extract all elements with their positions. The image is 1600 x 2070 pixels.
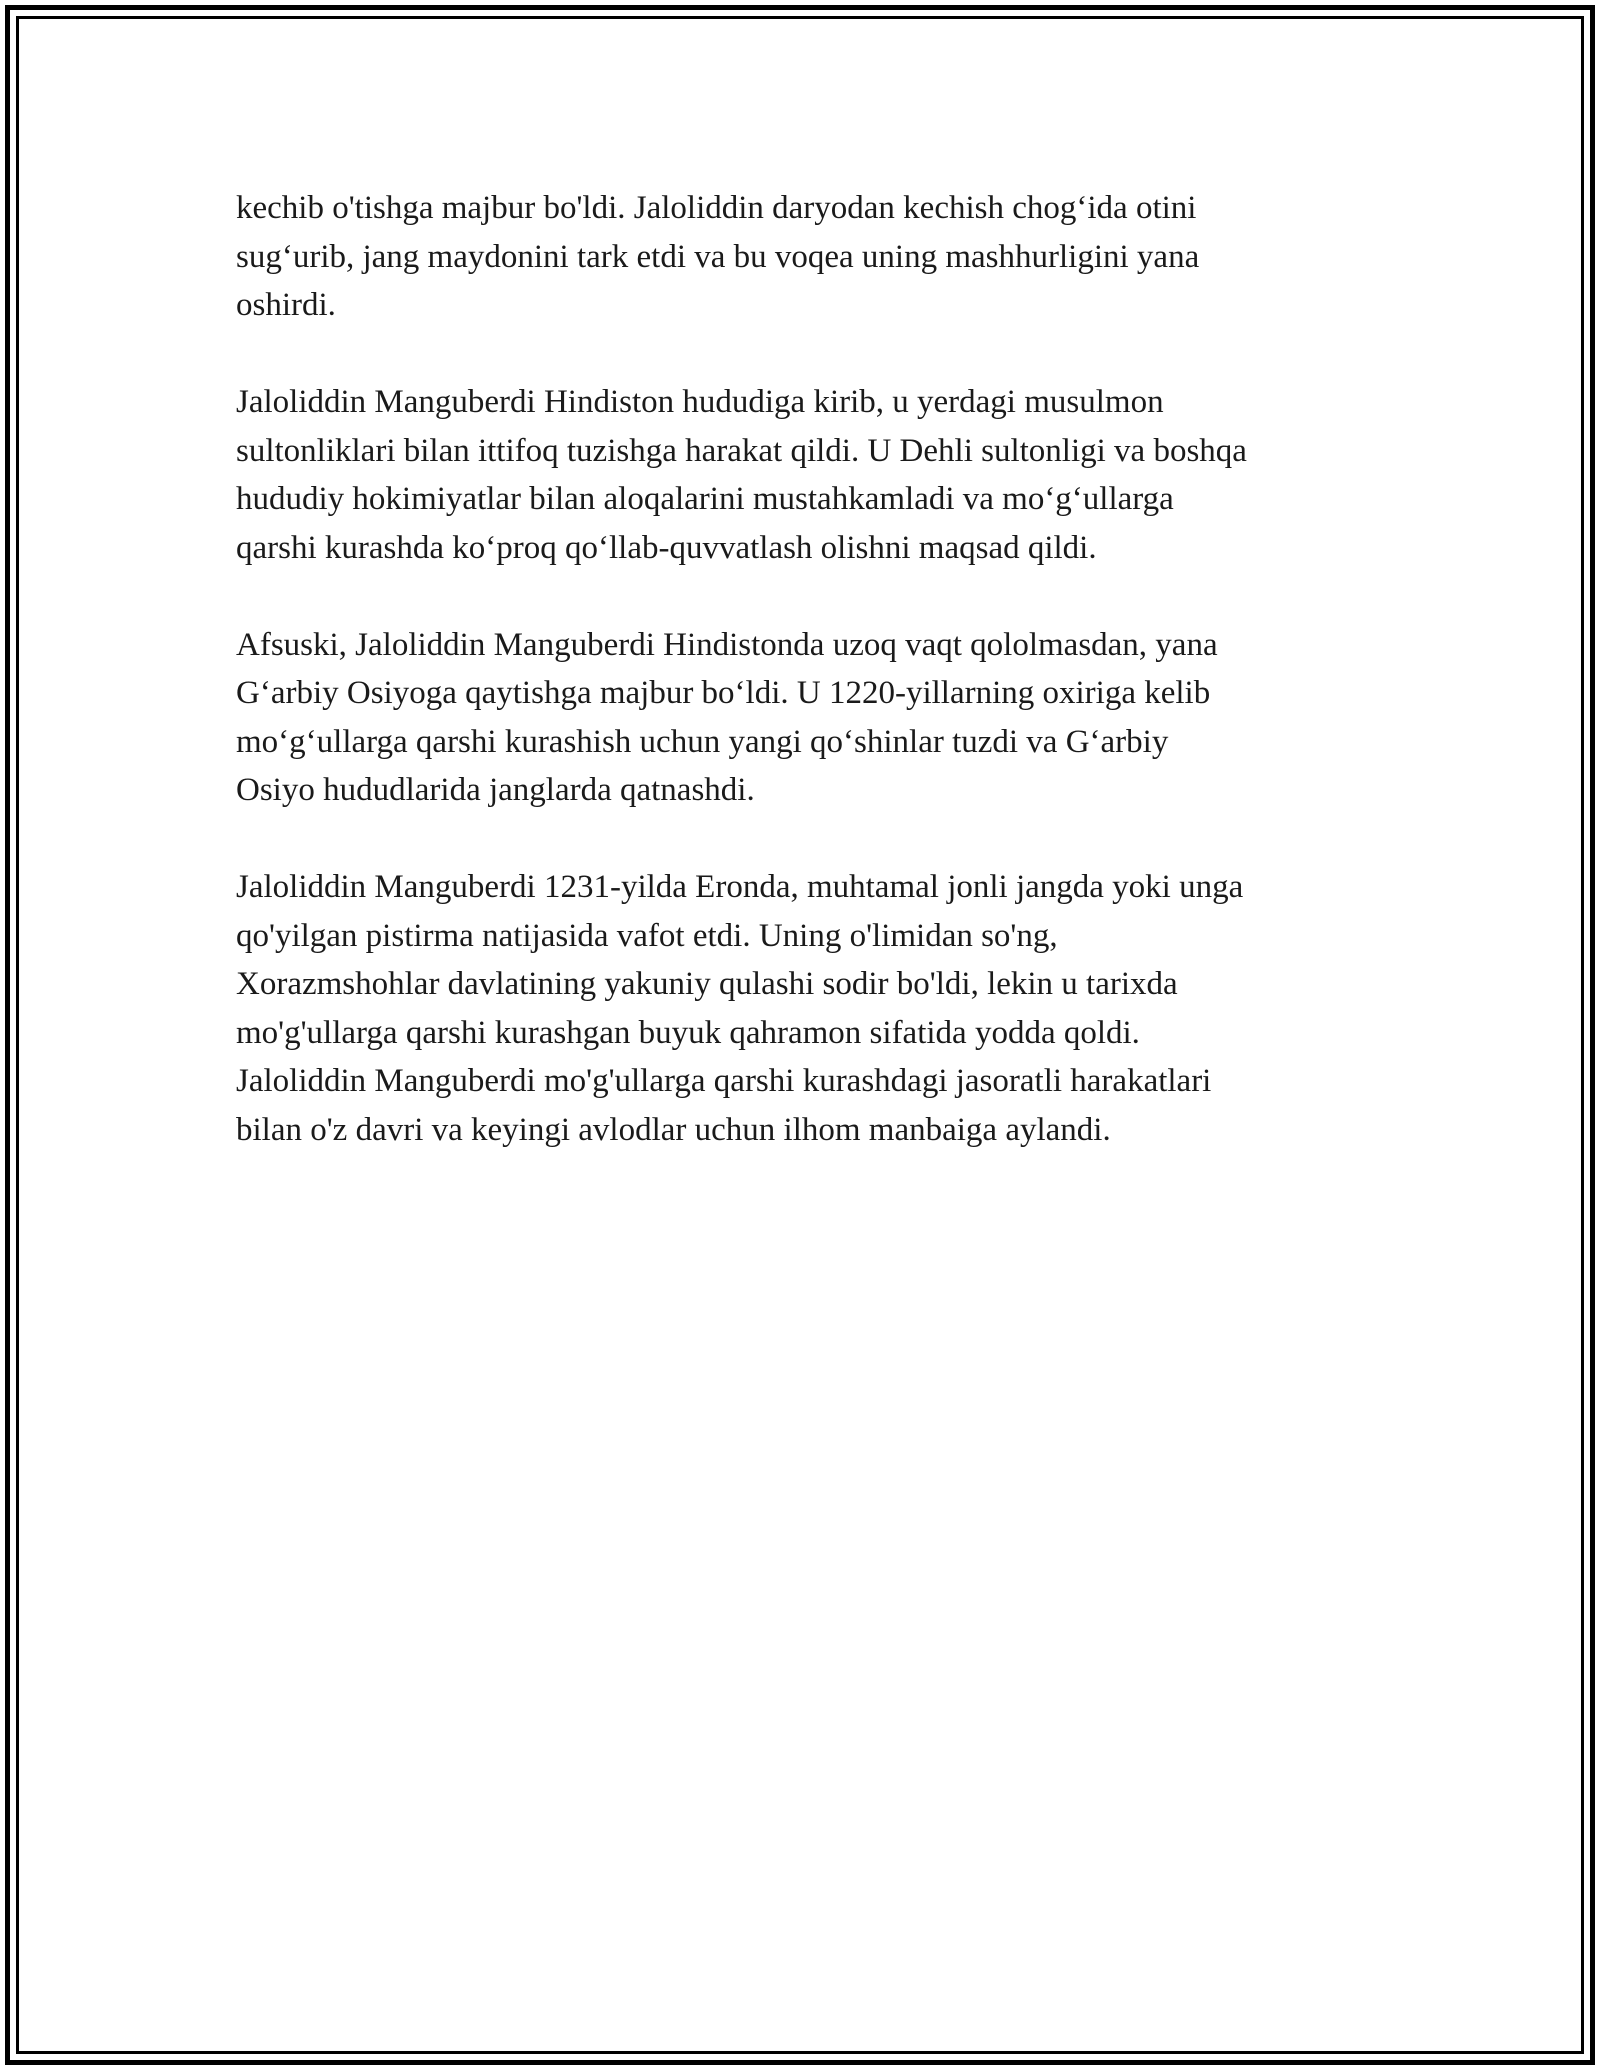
paragraph-4: Jaloliddin Manguberdi 1231-yilda Eronda, muhtamal jonli jangda yoki unga qo'yilgan pistirma natijasida vafot etdi. Uning o'limidan so'ng, Xorazmshohlar davlatining yakuniy qulashi sodir bo'ldi, lekin u tarixda mo'g'ullarga qarshi kurashgan buyuk qahramon sifatida yodda qoldi. Jaloliddin Manguberdi mo'g'ullarga qarshi kurashdagi jasoratli harakatlari bilan o'z davri va keyingi avlodlar uchun ilhom manbaiga aylandi.: [236, 869, 1244, 1148]
paragraph-2: Jaloliddin Manguberdi Hindiston hududiga kirib, u yerdagi musulmon sultonliklari bilan ittifoq tuzishga harakat qildi. U Dehli sultonligi va boshqa hududiy hokimiyatlar bilan aloqalarini mustahkamladi va mo‘g‘ullarga qarshi kurashda ko‘proq qo‘llab-quvvatlash olishni maqsad qildi.: [236, 384, 1247, 566]
paragraph-1: kechib o'tishga majbur bo'ldi. Jaloliddin daryodan kechish chog‘ida otini sug‘urib, jang maydonini tark etdi va bu voqea uning mashhurligini yana oshirdi.: [236, 190, 1200, 323]
document-body: [236, 184, 1386, 1154]
paragraph-3: Afsuski, Jaloliddin Manguberdi Hindistonda uzoq vaqt qololmasdan, yana G‘arbiy Osiyoga qaytishga majbur bo‘ldi. U 1220-yillarning oxiriga kelib mo‘g‘ullarga qarshi kurashish uchun yangi qo‘shinlar tuzdi va G‘arbiy Osiyo hududlarida janglarda qatnashdi.: [236, 626, 1218, 808]
